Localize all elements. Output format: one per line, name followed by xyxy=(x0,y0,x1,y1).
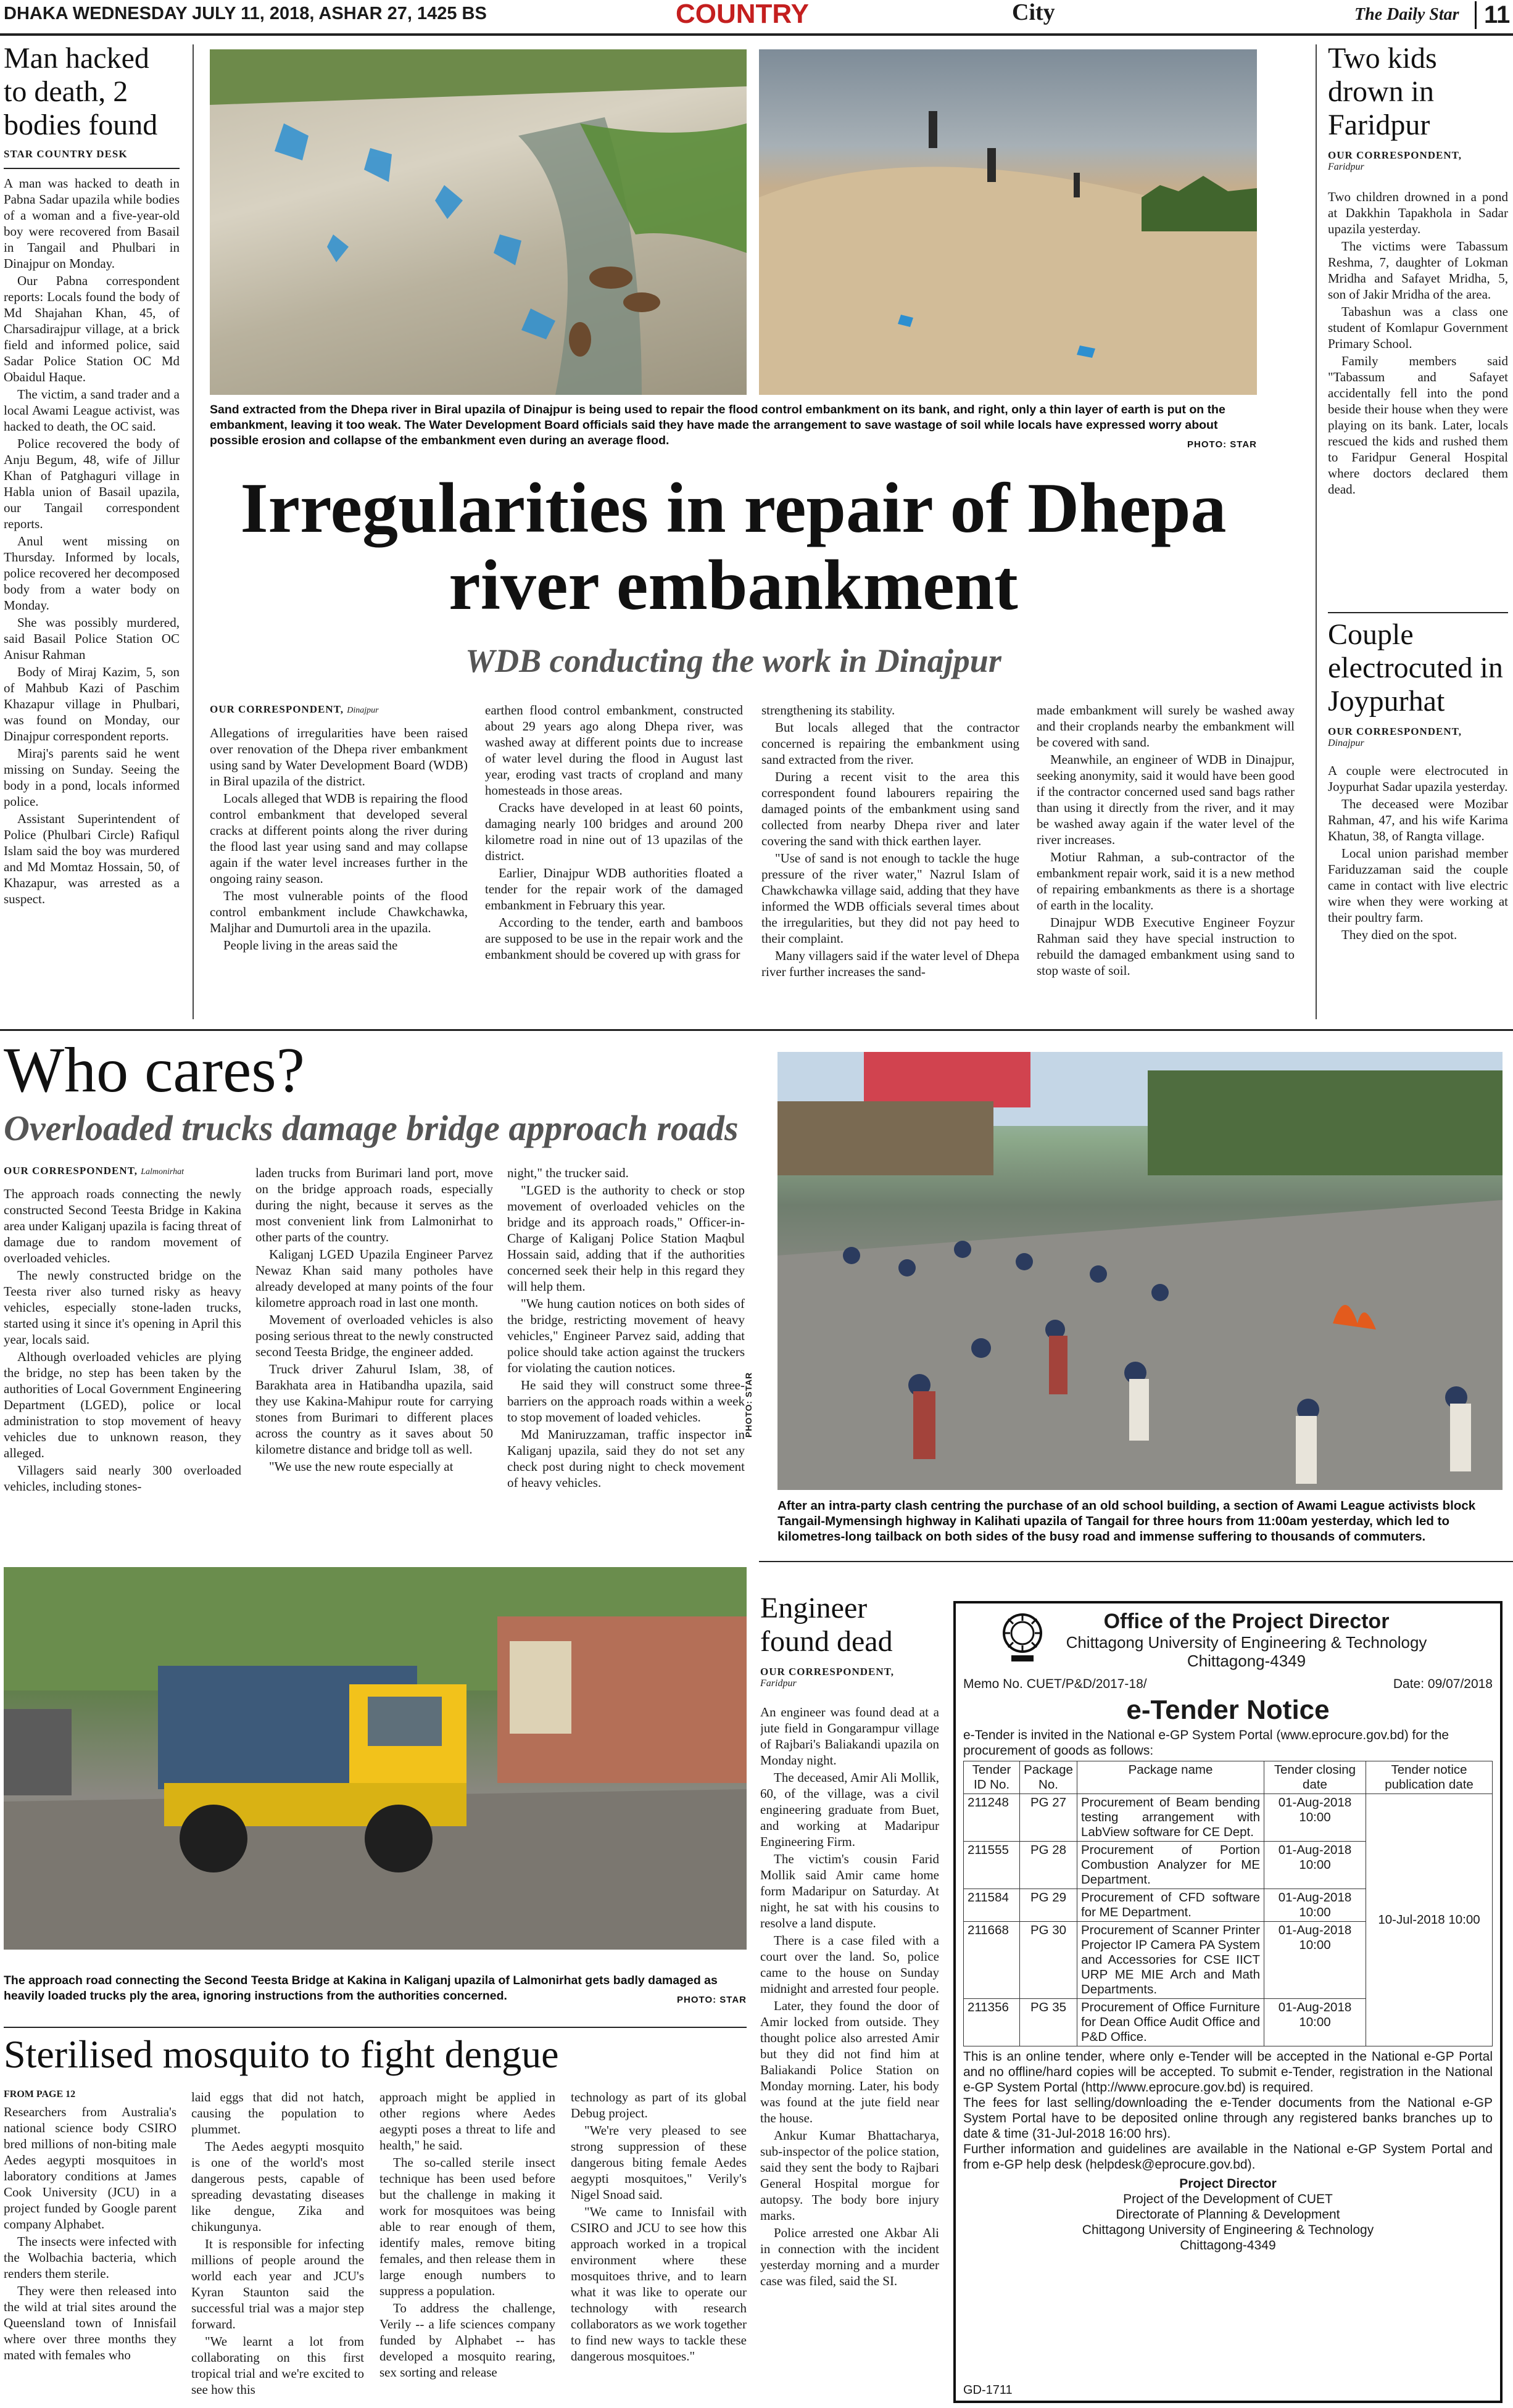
tender-publication-date: 10-Jul-2018 10:00 xyxy=(1366,1794,1493,2046)
right-story-1-byline: OUR CORRESPONDENT, Faridpur xyxy=(1328,149,1462,172)
lead-column-4: made embankment will surely be washed away and their croplands nearby the embankment will be covered with sand. Meanwhile, an engineer of WDB in Dinajpur, seeking anonymity, said it would have been good if the contractor concerned used sand bags rather than using it directly from the river, and it may be washed away again if the water level of the river increases. Motiur Rahman, a sub-contractor of the embankment repair work, said it is a new method of repairing embankments as there is a shortage of earth in the locality. Dinajpur WDB Executive Engineer Foyzur Rahman said they have special instruction to rebuild the damaged embankment using sand to stop waste of soil. xyxy=(1037,703,1295,978)
section-rule-1 xyxy=(0,1029,1513,1031)
right-story-1-body: Two children drowned in a pond at Dakkhin Tapakhola in Sadar upazila yesterday. The victims were Tabassum Reshma, 7, daughter of Lokman Mridha and Safayet Mridha, 5, son of Jakir Mridha of the area. Tabashun was a class one student of Komlapur Government Primary School. Family members said "Tabassum and Safayet accidentally fell into the pond beside their house when they were playing on its bank. Later, locals rescued the kids and rushed them to Faridpur General Hospital where doctors declared them dead. xyxy=(1328,189,1508,497)
dateline: DHAKA WEDNESDAY JULY 11, 2018, ASHAR 27, 1425 BS xyxy=(4,4,487,23)
table-row: 211248 PG 27 Procurement of Beam bending testing arrangement with LabView software for CE Dept. 01-Aug-2018 10:00 10-Jul-2018 10:00 xyxy=(964,1794,1493,1842)
truck-photo xyxy=(4,1567,747,1950)
bridge-subheadline: Overloaded trucks damage bridge approach roads xyxy=(4,1108,739,1148)
left-story-body: A man was hacked to death in Pabna Sadar upazila while bodies of a woman and a five-year-old boy were recovered from Basail in Tangail and Phulbari in Dinajpur on Monday. Our Pabna correspondent reports: Locals found the body of Md Shajahan Khan, 45, of Charsadirajpur village, at a brick field and informed police, said Sadar Police Station OC Md Obaidul Haque. The victim, a sand trader and a local Awami League activist, was hacked to death, the OC said. Police recovered the body of Anju Begum, 48, wife of Jillur Khan of Patghaguri village in Habla union of Basail upazila, our Tangail correspondent reports. Anul went missing on Thursday. Informed by locals, police recovered her decomposed body from a water body on Monday. She was possibly murdered, said Basail Police Station OC Anisur Rahman Body of Miraj Kazim, 5, son of Mahbub Kazi of Paschim Khazapur village in Phulbari, was found on Monday, our Dinajpur correspondent reports. Miraj's parents said he went missing on Sunday. Seeing the body in a pond, locals informed police. Assistant Superintendent of Police (Phulbari Circle) Rafiqul Islam said the boy was murdered and Md Momtaz Hossain, 50, of Khazapur, was arrested as a suspect. xyxy=(4,176,180,906)
masthead-rule xyxy=(0,33,1513,36)
left-rule xyxy=(4,168,180,169)
mosquito-column-4: technology as part of its global Debug project. "We're very pleased to see strong suppression of these dangerous biting female Aedes aegypti mosquitoes," Verily's Nigel Snoad said. "We came to Innisfail with CSIRO and JCU to see how this approach worked in a tropical environment where these mosquitoes thrive, and to learn what it was like to operate our technology with research collaborators as we work together to find new ways to tackle these dangerous mosquitoes." xyxy=(571,2090,747,2364)
bridge-byline: OUR CORRESPONDENT, Lalmonirhat xyxy=(4,1165,184,1177)
tender-intro: e-Tender is invited in the National e-GP System Portal (www.eprocure.gov.bd) for the procurement of goods as follows: xyxy=(963,1728,1449,1758)
tender-memo-row xyxy=(963,1676,1493,1692)
table-row: 211668 PG 30 Procurement of Scanner Printer Projector IP Camera PA System and Accessories for CSE IICT URP ME MIE Arch and Math Departments. 01-Aug-2018 10:00 xyxy=(964,1922,1493,1999)
masthead xyxy=(0,0,1513,35)
subsection-label: City xyxy=(1012,0,1055,25)
right-column-divider xyxy=(1316,44,1317,1019)
lead-subheadline: WDB conducting the work in Dinajpur xyxy=(465,642,1001,679)
truck-photo-caption: The approach road connecting the Second Teesta Bridge at Kakina in Kaliganj upazila of Lalmonirhat gets badly damaged as heavily loaded trucks ply the area, ignoring instructions from the authorities concerned. PHOTO: STAR xyxy=(4,1973,747,2008)
embankment-photo-left xyxy=(210,49,747,395)
clash-photo-caption: After an intra-party clash centring the purchase of an old school building, a section of Awami League activists block Tangail-Mymensingh highway in Kalihati upazila of Tangail for three hours from 11:00am yesterday, which led to kilometres-long tailback on both sides of the busy road and immense suffering to thousands of commuters. xyxy=(777,1499,1476,1544)
mosquito-from-page: FROM PAGE 12 xyxy=(4,2089,76,2100)
paper-logo: The Daily Star xyxy=(1354,5,1459,24)
mosquito-column-3: approach might be applied in other regions where Aedes aegypti poses a threat to life and health," he said. The so-called sterile insect technique has been used before but the challenge in making it work for mosquitoes was being able to rear enough of them, identify males, remove biting females, and then release them in large enough numbers to suppress a population. To address the challenge, Verily -- a life sciences company funded by Alphabet -- has developed a mosquito rearing, sex sorting and release xyxy=(379,2090,555,2380)
engineer-byline: OUR CORRESPONDENT, Faridpur xyxy=(760,1666,894,1689)
tender-university: Chittagong University of Engineering & Technology xyxy=(1066,1633,1427,1652)
bridge-headline: Who cares? xyxy=(4,1035,305,1106)
section-rule-2 xyxy=(759,1561,1513,1562)
table-row: 211555 PG 28 Procurement of Portion Combustion Analyzer for ME Department. 01-Aug-2018 10:00 xyxy=(964,1842,1493,1889)
mosquito-headline: Sterilised mosquito to fight dengue xyxy=(4,2032,559,2076)
tender-notes: This is an online tender, where only e-Tender will be accepted in the National e-GP Portal and no offline/hard copies will be accepted. To submit e-Tender, registration in the National e-GP System Portal (http://www.eprocure.gov.bd) is required. The fees for last selling/downloading the e-Tender documents from the National e-GP System Portal have to be deposited online through any registered banks branches up to date & time (31-Jul-2018 16:00 hrs). Further information and guidelines are available in the National e-GP System Portal and from e-GP help desk (helpdesk@eprocure.gov.bd). xyxy=(963,2050,1493,2172)
page-number: 11 xyxy=(1475,1,1510,29)
engineer-body: An engineer was found dead at a jute field in Gongarampur village of Rajbari's Baliakandi upazila on Monday night. The deceased, Amir Ali Mollik, 60, of the village, was a civil engineering graduate from Buet, and working at Madaripur Engineering Firm. The victim's cousin Farid Mollik said Amir came home form Madaripur on Saturday. At night, he sat with his cousins to resolve a land dispute. There is a case filed with a court over the land. So, police came to the house on Sunday midnight and arrested four people. Later, they found the door of Amir locked from outside. They thought police also arrested Amir but they did not find him at Baliakandi Police Station on Monday morning. Later, his body was found at the jute field near the house. Ankur Kumar Bhattacharya, sub-inspector of the police station, said they sent the body to Rajbari General Hospital morgue for autopsy. The body bore injury marks. Police arrested one Akbar Ali in connection with the incident yesterday morning and a murder case was filed, said the SI. xyxy=(760,1705,939,2288)
bridge-column-3: night," the trucker said. "LGED is the authority to check or stop movement of overloaded vehicles on the bridge and its approach roads," Officer-in-Charge of Kaliganj Police Station Maqbul Hossain said, adding that if the authorities concerned seek their help in this regard they will help them. "We hung caution notices on both sides of the bridge, restricting movement of heavy vehicles," Engineer Parvez said, adding that police should take action against the truckers for violating the caution notices. He said they will construct some three-barriers on the approach roads within a week to stop movement of loaded vehicles. Md Maniruzzaman, traffic inspector in Kaliganj upazila, said they do not set any check post during night to check movement of heavy vehicles. xyxy=(507,1165,745,1490)
lead-column-1: Allegations of irregularities have been raised over renovation of the Dhepa river embankment using sand by Water Development Board (WDB) in Biral upazila of the district. Locals alleged that WDB is repairing the flood control embankment that developed several cracks at different points along the river during the flood last year using sand and may collapse again if the water level increases further in the ongoing rainy season. The most vulnerable points of the flood control embankment include Chawkchawka, Maljhar and Dumurtoli area in the upazila. People living in the areas said the xyxy=(210,726,468,953)
embankment-photo-right xyxy=(759,49,1257,395)
section-rule-3 xyxy=(4,2027,747,2028)
tender-date: Date: 09/07/2018 xyxy=(1393,1677,1493,1691)
mosquito-column-1: Researchers from Australia's national science body CSIRO bred millions of non-biting male Aedes aegypti mosquitoes in laboratory conditions at James Cook University (JCU) in a project funded by Google parent company Alphabet. The insects were infected with the Wolbachia bacteria, which renders them sterile. They were then released into the wild at trial sites around the Queensland town of Innisfail where over three months they mated with females who xyxy=(4,2104,176,2362)
left-column-divider xyxy=(193,44,194,1019)
lead-byline: OUR CORRESPONDENT, Dinajpur xyxy=(210,703,379,715)
clash-photo-side-credit: PHOTO: STAR xyxy=(744,1372,753,1438)
tender-title: e-Tender Notice xyxy=(1126,1695,1330,1725)
clash-photo xyxy=(777,1052,1503,1490)
lead-headline: Irregularities in repair of Dhepa river embankment xyxy=(240,469,1227,625)
bridge-column-1: The approach roads connecting the newly constructed Second Teesta Bridge in Kakina area under Kaliganj upazila is facing threat of damage due to random movement of overloaded vehicles. The newly constructed bridge on the Teesta river also turned risky as heavy vehicles, especially stone-laden trucks, started using it since it's opening in April this year, locals said. Although overloaded vehicles are plying the bridge, no step has been taken by the authorities of Local Government Engineering Department (LGED), police or local administration to stop movement of heavy vehicles due to unknown reason, they alleged. Villagers said nearly 300 overloaded vehicles, including stones- xyxy=(4,1186,241,1494)
lead-photo-credit: PHOTO: STAR xyxy=(1187,439,1257,450)
tender-table xyxy=(963,1761,1493,2046)
tender-table-header: Tender ID No. Package No. Package name Tender closing date Tender notice publication date xyxy=(964,1761,1493,1794)
table-row: 211356 PG 35 Procurement of Office Furniture for Dean Office Audit Office and P&D Office. 01-Aug-2018 10:00 xyxy=(964,1999,1493,2046)
bridge-column-2: laden trucks from Burimari land port, move on the bridge approach roads, especially during the night, because it serves as the most convenient link from Lalmonirhat to other parts of the country. Kaliganj LGED Upazila Engineer Parvez Newaz Khan said many potholes have already developed at many points of the four kilometre approach road in last one month. Movement of overloaded vehicles is also posing serious threat to the newly constructed second Teesta Bridge, the engineer added. Truck driver Zahurul Islam, 38, of Barakhata area in Hatibandha upazila, said they use Kakina-Mahipur route for carrying stones from Burimari to different places across the country as it saves about 50 kilometre distance and bridge toll as well. "We use the new route especially at xyxy=(255,1165,493,1474)
right-story-1-headline: Two kids drown in Faridpur xyxy=(1328,42,1437,141)
tender-office: Office of the Project Director xyxy=(1103,1610,1390,1633)
lead-photo-caption: Sand extracted from the Dhepa river in Biral upazila of Dinajpur is being used to repair the flood control embankment on its bank, and right, only a thin layer of earth is put on the embankment, leaving it too weak. The Water Development Board officials said they have made the arrangement to save wastage of soil while locals have expressed worry about possible erosion and collapse of the embankment even during an average flood. PHOTO: STAR xyxy=(210,402,1257,452)
table-row: 211584 PG 29 Procurement of CFD software for ME Department. 01-Aug-2018 10:00 xyxy=(964,1889,1493,1922)
left-story-headline: Man hacked to death, 2 bodies found xyxy=(4,42,158,141)
right-story-2-byline: OUR CORRESPONDENT, Dinajpur xyxy=(1328,726,1462,748)
tender-signature: Project Director Project of the Development of CUET Directorate of Planning & Development Chittagong University of Engineering & Technology Chittagong-4349 xyxy=(1082,2177,1374,2253)
right-story-2-body: A couple were electrocuted in Joypurhat Sadar upazila yesterday. The deceased were Mozibar Rahman, 47, and his wife Karima Khatun, 38, of Rangta village. Local union parishad member Fariduzzaman said the couple came in contact with live electric wire when they were working at their poultry farm. They died on the spot. xyxy=(1328,763,1508,942)
mosquito-column-2: laid eggs that did not hatch, causing the population to plummet. The Aedes aegypti mosquito is one of the world's most dangerous pests, capable of spreading devastating diseases like dengue, Zika and chikungunya. It is responsible for infecting millions of people around the world each year and JCU's Kyran Staunton said the successful trial was a major step forward. "We learnt a lot from collaborating on this first tropical trial and we're excited to see how this xyxy=(191,2090,364,2397)
tender-city: Chittagong-4349 xyxy=(1187,1652,1306,1670)
cuet-logo-icon xyxy=(1001,1612,1043,1664)
truck-photo-credit: PHOTO: STAR xyxy=(677,1995,747,2005)
right-story-2-headline: Couple electrocuted in Joypurhat xyxy=(1328,618,1503,718)
engineer-headline: Engineer found dead xyxy=(760,1592,893,1658)
lead-column-3: strengthening its stability. But locals alleged that the contractor concerned is repairing the embankment using sand extracted from the river. During a recent visit to the area this correspondent found labourers repairing the damaged points of the embankment using sand collected from nearby Dhepa river and later covering the sand with thick earthen layer. "Use of sand is not enough to tackle the huge pressure of the river water," Nazrul Islam of Chawkchawka village said, adding that they have informed the WDB officials several times about the irregularities, but they did not pay heed to their complaint. Many villagers said if the water level of Dhepa river further increases the sand- xyxy=(761,703,1019,979)
left-story-byline: STAR COUNTRY DESK xyxy=(4,148,128,160)
tender-ad xyxy=(953,1601,1503,2403)
right-story-divider xyxy=(1328,612,1508,613)
tender-memo: Memo No. CUET/P&D/2017-18/ xyxy=(963,1677,1147,1691)
tender-ad-code: GD-1711 xyxy=(963,2383,1013,2397)
lead-column-2: earthen flood control embankment, constructed about 29 years ago along Dhepa river, was washed away at different points due to increase of water level during the flood in August last year, eroding vast tracts of cropland and many homesteads in those areas. Cracks have developed in at least 60 points, damaging nearly 100 bridges and around 200 kilometre road in nine out of 13 upazilas of the district. Earlier, Dinajpur WDB authorities floated a tender for the repair work of the damaged embankment in February this year. According to the tender, earth and bamboos are supposed to be use in the repair work and the embankment should be covered up with grass for xyxy=(485,703,743,962)
section-label: COUNTRY xyxy=(676,0,809,29)
